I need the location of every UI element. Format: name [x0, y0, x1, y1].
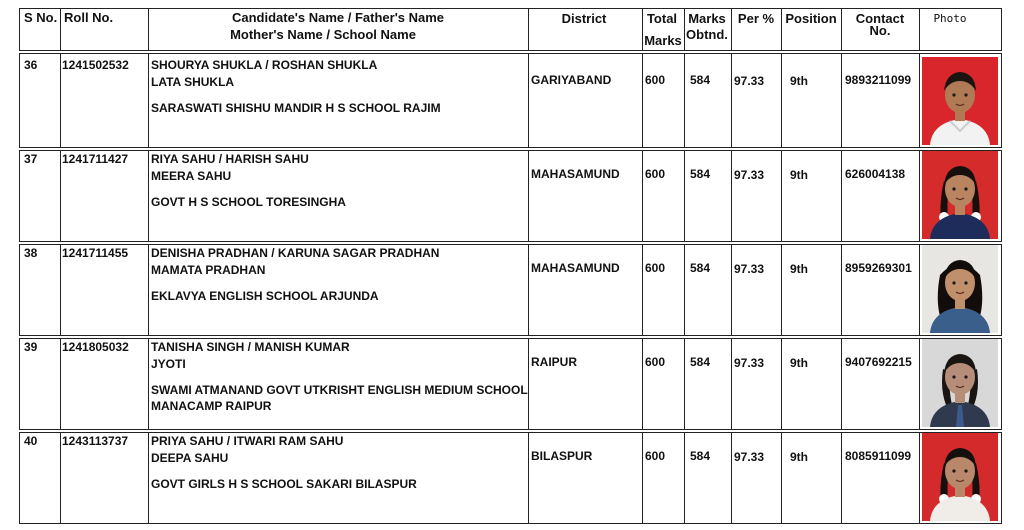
- candidate-photo: [922, 339, 998, 427]
- position-cell: 9th: [790, 262, 808, 276]
- header-name-line2: Mother's Name / School Name: [230, 27, 416, 42]
- grid-line-vertical: [642, 244, 643, 336]
- candidate-father-name: RIYA SAHU / HARISH SAHU: [151, 152, 309, 166]
- grid-line-vertical: [1001, 432, 1002, 524]
- grid-line-vertical: [919, 8, 920, 51]
- grid-line-vertical: [19, 8, 20, 51]
- position-cell: 9th: [790, 74, 808, 88]
- total-marks: 600: [645, 73, 666, 87]
- sno-cell: 36: [24, 58, 38, 72]
- grid-line-vertical: [148, 150, 149, 242]
- grid-line-vertical: [60, 8, 61, 51]
- grid-line-vertical: [731, 244, 732, 336]
- mother-name: MEERA SAHU: [151, 169, 232, 183]
- grid-line-vertical: [919, 338, 920, 430]
- grid-line-vertical: [1001, 244, 1002, 336]
- grid-line-vertical: [731, 150, 732, 242]
- grid-line-vertical: [731, 53, 732, 148]
- grid-line-vertical: [781, 8, 782, 51]
- candidate-father-name: SHOURYA SHUKLA / ROSHAN SHUKLA: [151, 58, 378, 72]
- contact-number: 8085911099: [845, 449, 912, 463]
- grid-line-vertical: [919, 244, 920, 336]
- grid-line-vertical: [19, 338, 20, 430]
- grid-line-vertical: [684, 8, 685, 51]
- position-cell: 9th: [790, 450, 808, 464]
- grid-line-vertical: [1001, 150, 1002, 242]
- school-name: GOVT GIRLS H S SCHOOL SAKARI BILASPUR: [151, 477, 417, 491]
- contact-number: 626004138: [845, 167, 906, 181]
- grid-line-horizontal: [19, 150, 1002, 151]
- roll-number: 1241711427: [62, 152, 129, 166]
- district-cell: BILASPUR: [531, 449, 593, 463]
- roll-number: 1243113737: [62, 434, 129, 448]
- school-name: EKLAVYA ENGLISH SCHOOL ARJUNDA: [151, 289, 379, 303]
- grid-line-horizontal: [19, 523, 1002, 524]
- roll-number: 1241711455: [62, 246, 129, 260]
- percentage: 97.33: [734, 262, 765, 276]
- district-cell: RAIPUR: [531, 355, 578, 369]
- grid-line-vertical: [841, 432, 842, 524]
- grid-line-vertical: [642, 53, 643, 148]
- total-marks: 600: [645, 167, 666, 181]
- percentage: 97.33: [734, 450, 765, 464]
- mother-name: MAMATA PRADHAN: [151, 263, 266, 277]
- grid-line-vertical: [781, 338, 782, 430]
- grid-line-vertical: [528, 432, 529, 524]
- grid-line-vertical: [642, 432, 643, 524]
- percentage: 97.33: [734, 356, 765, 370]
- mother-name: DEEPA SAHU: [151, 451, 229, 465]
- total-marks: 600: [645, 261, 666, 275]
- grid-line-vertical: [684, 53, 685, 148]
- grid-line-vertical: [19, 244, 20, 336]
- grid-line-vertical: [919, 432, 920, 524]
- grid-line-horizontal: [19, 335, 1002, 336]
- school-name-cont: MANACAMP RAIPUR: [151, 399, 272, 413]
- district-cell: MAHASAMUND: [531, 167, 620, 181]
- grid-line-vertical: [60, 338, 61, 430]
- grid-line-vertical: [60, 53, 61, 148]
- sno-cell: 37: [24, 152, 38, 166]
- grid-line-vertical: [841, 338, 842, 430]
- grid-line-vertical: [841, 150, 842, 242]
- total-marks: 600: [645, 355, 666, 369]
- grid-line-vertical: [148, 244, 149, 336]
- position-cell: 9th: [790, 168, 808, 182]
- mother-name: JYOTI: [151, 357, 186, 371]
- header-marks-line1: Marks: [688, 11, 726, 26]
- grid-line-vertical: [528, 338, 529, 430]
- grid-line-vertical: [528, 8, 529, 51]
- candidate-father-name: DENISHA PRADHAN / KARUNA SAGAR PRADHAN: [151, 246, 440, 260]
- header-contact-line1: Contact: [855, 11, 905, 26]
- grid-line-vertical: [731, 338, 732, 430]
- candidate-photo: [922, 245, 998, 333]
- grid-line-vertical: [684, 244, 685, 336]
- contact-number: 9407692215: [845, 355, 912, 369]
- sno-cell: 39: [24, 340, 38, 354]
- grid-line-horizontal: [19, 147, 1002, 148]
- grid-line-vertical: [19, 432, 20, 524]
- grid-line-vertical: [684, 432, 685, 524]
- header-name-line1: Candidate's Name / Father's Name: [231, 10, 445, 25]
- grid-line-horizontal: [19, 432, 1002, 433]
- percentage: 97.33: [734, 74, 765, 88]
- grid-line-vertical: [781, 244, 782, 336]
- school-name: SWAMI ATMANAND GOVT UTKRISHT ENGLISH MEDIUM SCHOOL: [151, 383, 528, 397]
- marks-obtained: 584: [690, 167, 711, 181]
- grid-line-vertical: [60, 432, 61, 524]
- sno-cell: 38: [24, 246, 38, 260]
- header-marks-line2: Obtnd.: [686, 27, 728, 42]
- marks-obtained: 584: [690, 73, 711, 87]
- grid-line-vertical: [781, 150, 782, 242]
- grid-line-horizontal: [19, 241, 1002, 242]
- roll-number: 1241502532: [62, 58, 129, 72]
- grid-line-vertical: [731, 8, 732, 51]
- grid-line-vertical: [1001, 53, 1002, 148]
- grid-line-horizontal: [19, 244, 1002, 245]
- grid-line-vertical: [528, 150, 529, 242]
- grid-line-vertical: [642, 8, 643, 51]
- candidate-photo: [922, 433, 998, 521]
- header-sno: S No.: [24, 10, 58, 25]
- header-total-line2: Marks: [644, 33, 682, 48]
- school-name: SARASWATI SHISHU MANDIR H S SCHOOL RAJIM: [151, 101, 441, 115]
- contact-number: 9893211099: [845, 73, 912, 87]
- grid-line-vertical: [841, 8, 842, 51]
- district-cell: MAHASAMUND: [531, 261, 620, 275]
- grid-line-vertical: [148, 53, 149, 148]
- grid-line-vertical: [528, 244, 529, 336]
- grid-line-vertical: [148, 8, 149, 51]
- grid-line-vertical: [684, 338, 685, 430]
- grid-line-horizontal: [19, 8, 1002, 9]
- marks-obtained: 584: [690, 261, 711, 275]
- candidate-photo: [922, 151, 998, 239]
- grid-line-vertical: [148, 338, 149, 430]
- header-photo: Photo: [933, 12, 967, 25]
- grid-line-horizontal: [19, 50, 1002, 51]
- grid-line-vertical: [19, 53, 20, 148]
- candidate-father-name: TANISHA SINGH / MANISH KUMAR: [151, 340, 350, 354]
- roll-number: 1241805032: [62, 340, 129, 354]
- grid-line-vertical: [148, 432, 149, 524]
- grid-line-horizontal: [19, 53, 1002, 54]
- grid-line-vertical: [1001, 338, 1002, 430]
- grid-line-vertical: [1001, 8, 1002, 51]
- position-cell: 9th: [790, 356, 808, 370]
- contact-number: 8959269301: [845, 261, 912, 275]
- grid-line-vertical: [642, 150, 643, 242]
- grid-line-vertical: [60, 150, 61, 242]
- marks-obtained: 584: [690, 355, 711, 369]
- grid-line-vertical: [528, 53, 529, 148]
- grid-line-vertical: [684, 150, 685, 242]
- candidate-photo: [922, 57, 998, 145]
- mother-name: LATA SHUKLA: [151, 75, 235, 89]
- grid-line-horizontal: [19, 338, 1002, 339]
- percentage: 97.33: [734, 168, 765, 182]
- grid-line-vertical: [919, 53, 920, 148]
- grid-line-vertical: [781, 53, 782, 148]
- school-name: GOVT H S SCHOOL TORESINGHA: [151, 195, 346, 209]
- grid-line-vertical: [841, 53, 842, 148]
- grid-line-vertical: [919, 150, 920, 242]
- grid-line-horizontal: [19, 429, 1002, 430]
- total-marks: 600: [645, 449, 666, 463]
- district-cell: GARIYABAND: [531, 73, 612, 87]
- grid-line-vertical: [19, 150, 20, 242]
- header-contact-line2: No.: [869, 23, 891, 38]
- sno-cell: 40: [24, 434, 38, 448]
- grid-line-vertical: [841, 244, 842, 336]
- header-position: Position: [785, 11, 837, 26]
- candidate-father-name: PRIYA SAHU / ITWARI RAM SAHU: [151, 434, 344, 448]
- grid-line-vertical: [731, 432, 732, 524]
- header-per: Per %: [737, 11, 775, 26]
- grid-line-vertical: [642, 338, 643, 430]
- grid-line-vertical: [60, 244, 61, 336]
- header-district: District: [561, 11, 607, 26]
- marks-obtained: 584: [690, 449, 711, 463]
- grid-line-vertical: [781, 432, 782, 524]
- header-total-line1: Total: [646, 11, 678, 26]
- header-roll: Roll No.: [64, 10, 114, 25]
